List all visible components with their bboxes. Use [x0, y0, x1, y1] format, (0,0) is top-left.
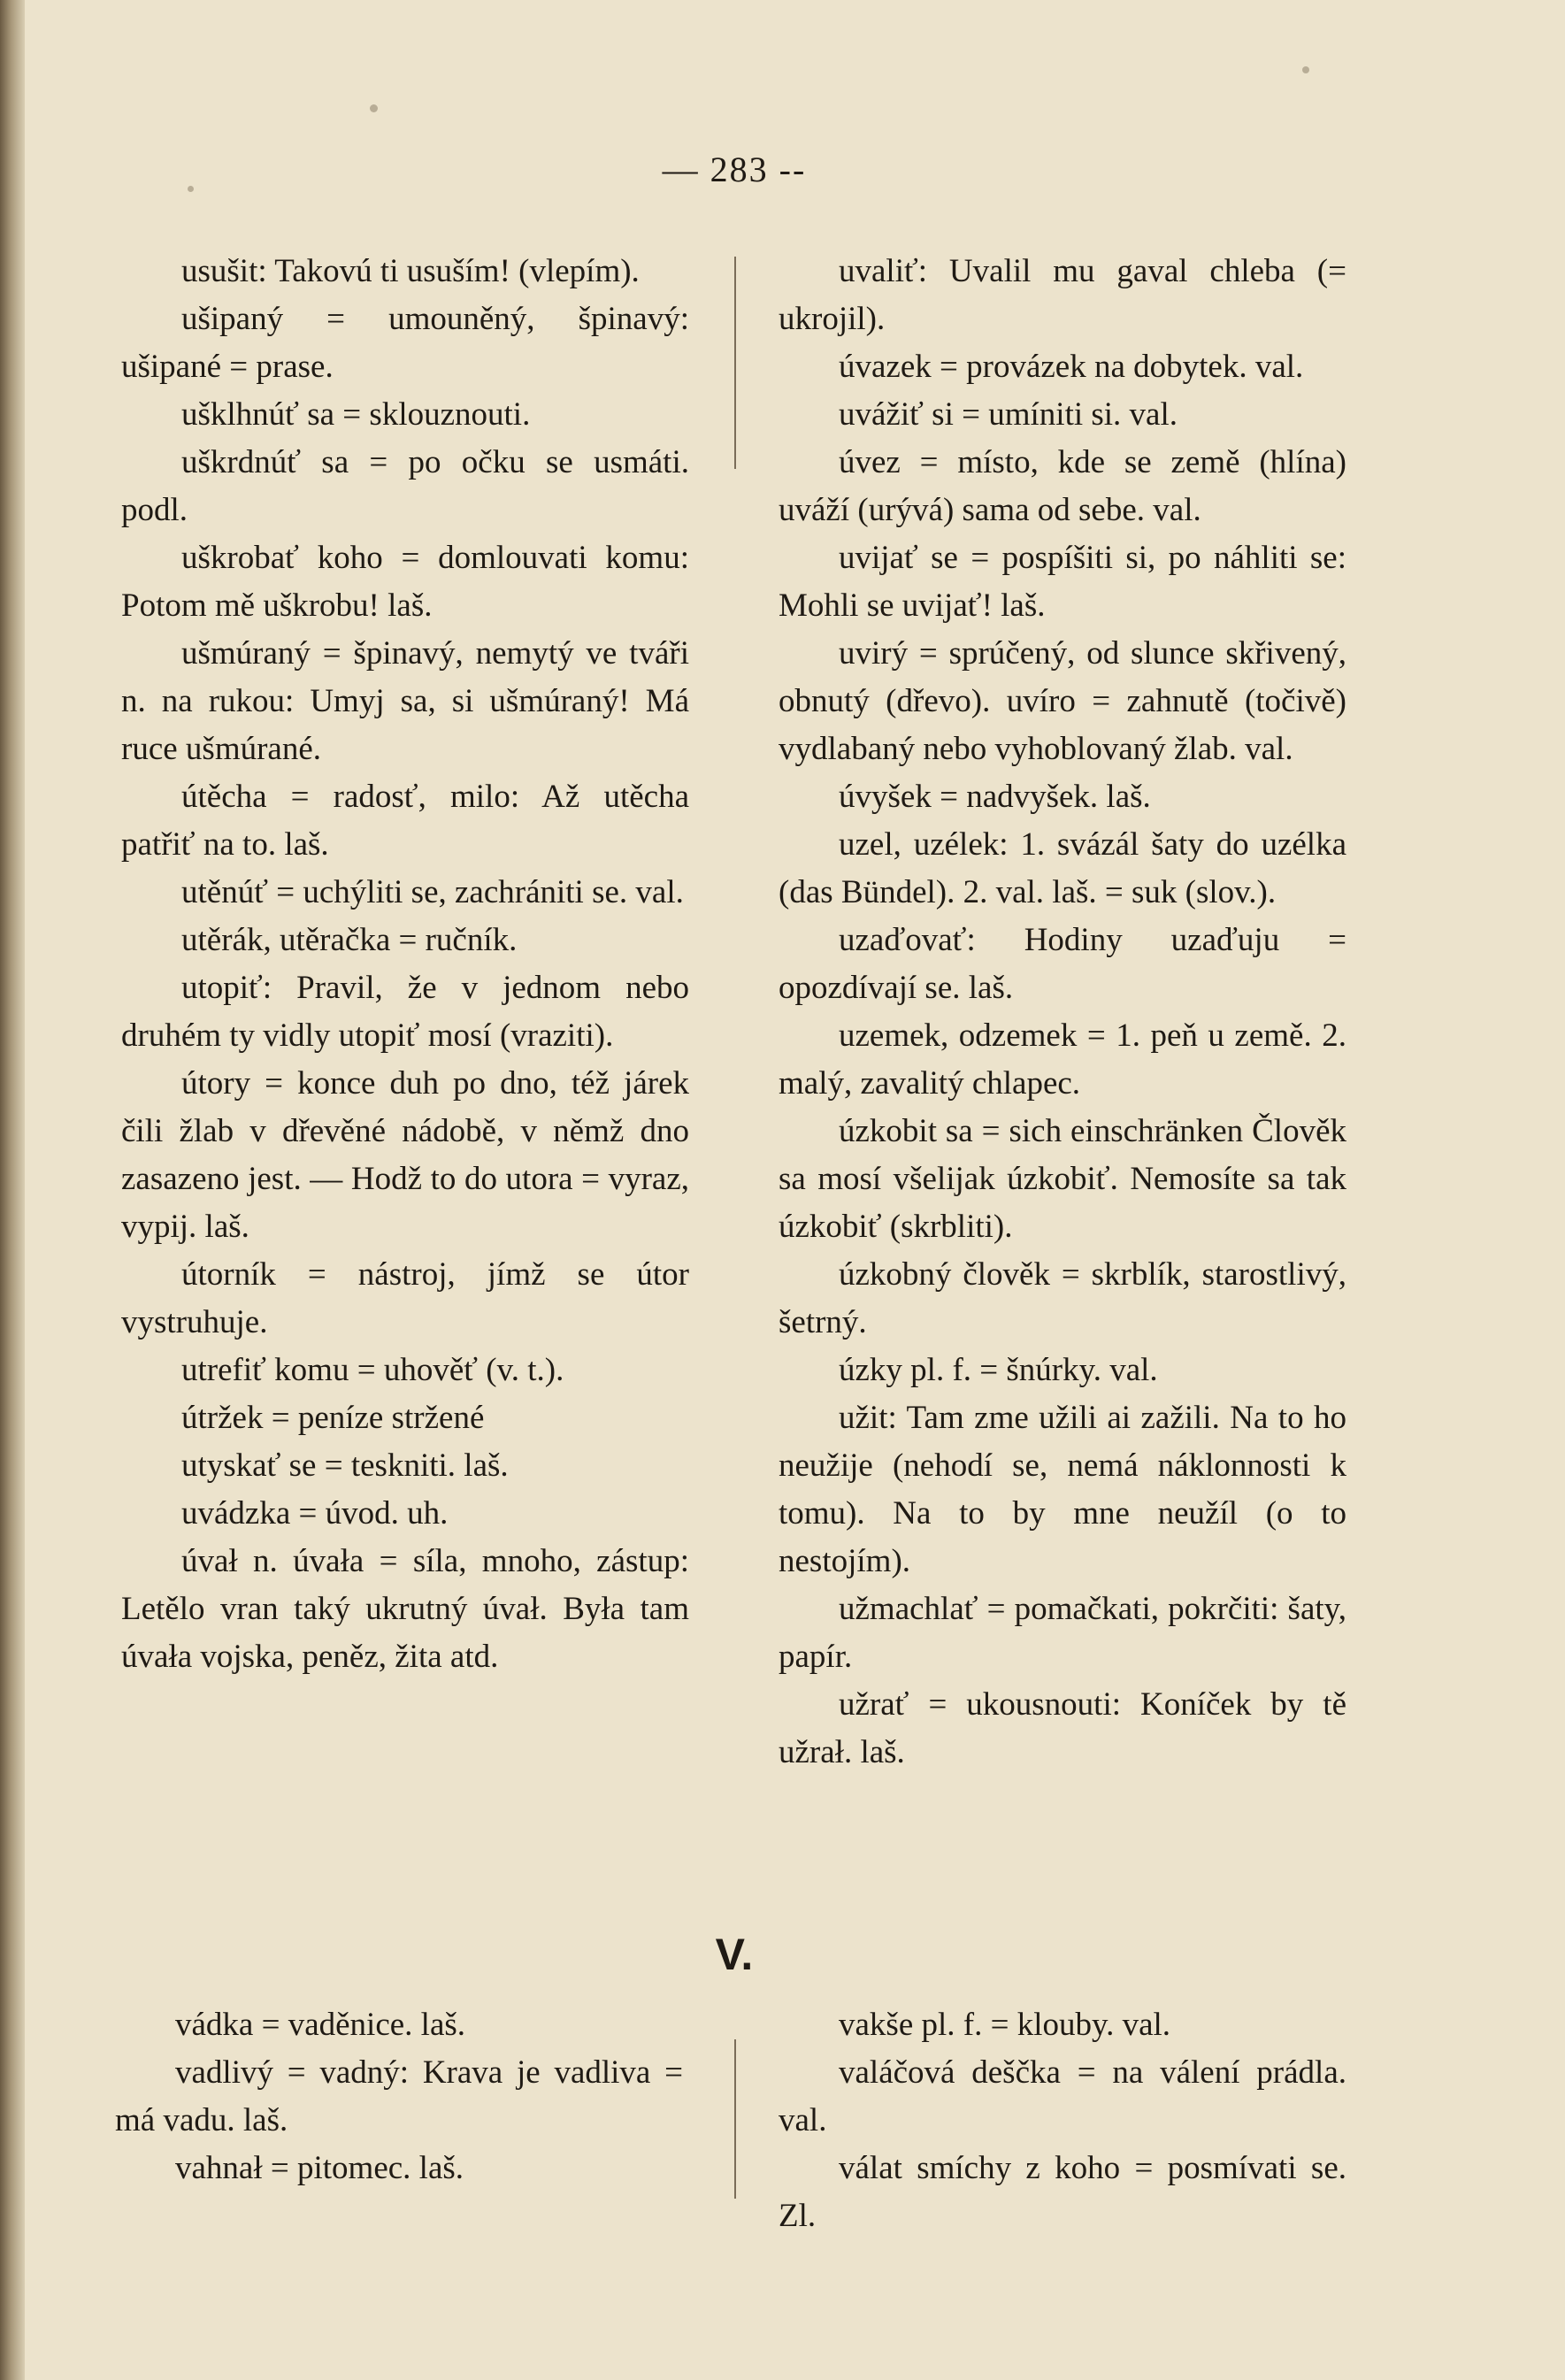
left-column-v-entries — [115, 2001, 683, 2192]
dictionary-entry: úvez = místo, kde se země (hlína) uváží (urývá) sama od sebe. val. — [779, 444, 1346, 528]
dictionary-entry: vadlivý = vadný: Krava je vadliva = má vadu. laš. — [115, 2054, 683, 2138]
column-divider — [734, 257, 736, 469]
dictionary-entry: uzel, uzélek: 1. svázál šaty do uzélka (das Bündel). 2. val. laš. = suk (slov.). — [779, 826, 1346, 910]
dictionary-entry: útržek = peníze stržené — [181, 1400, 485, 1436]
dictionary-entry: úvał n. úvała = síla, mnoho, zástup: Letělo vran taký ukrutný úvał. Była tam úvała vojska, peněz, žita atd. — [121, 1543, 689, 1675]
dictionary-entry: uzemek, odzemek = 1. peň u země. 2. malý, zavalitý chlapec. — [779, 1017, 1346, 1102]
dictionary-entry: uvaliť: Uvalil mu gaval chleba (= ukrojil). — [779, 253, 1346, 337]
dictionary-entry: uzaďovať: Hodiny uzaďuju = opozdívají se. laš. — [779, 922, 1346, 1006]
section-heading-v: V. — [715, 1930, 754, 1979]
dictionary-entry: úzkobný člověk = skrblík, starostlivý, šetrný. — [779, 1256, 1346, 1340]
dictionary-entry: válat smíchy z koho = posmívati se. Zl. — [779, 2150, 1346, 2234]
dictionary-entry: uškrobať koho = domlouvati komu: Potom mě uškrobu! laš. — [121, 540, 689, 624]
paper-speck — [188, 186, 194, 192]
dictionary-entry: ušklhnúť sa = sklouznouti. — [181, 396, 531, 433]
dictionary-entry: útorník = nástroj, jímž se útor vystruhuje. — [121, 1256, 689, 1340]
dictionary-entry: útěcha = radosť, milo: Až utěcha patřiť na to. laš. — [121, 779, 689, 863]
dictionary-entry: úzky pl. f. = šnúrky. val. — [839, 1352, 1158, 1388]
dictionary-entry: uvijať se = pospíšiti si, po náhliti se: Mohli se uvijať! laš. — [779, 540, 1346, 624]
dictionary-entry: úvyšek = nadvyšek. laš. — [839, 779, 1151, 815]
dictionary-entry: utrefiť komu = uhověť (v. t.). — [181, 1352, 564, 1388]
dictionary-entry: užrať = ukousnouti: Koníček by tě užrał. laš. — [779, 1686, 1346, 1770]
dictionary-entry: utopiť: Pravil, že v jednom nebo druhém ty vidly utopiť mosí (vraziti). — [121, 970, 689, 1054]
dictionary-entry: úzkobit sa = sich einschränken Člověk sa mosí všelijak úzkobiť. Nemosíte sa tak úzkobiť (skrbliti). — [779, 1113, 1346, 1245]
paper-speck — [370, 104, 378, 112]
dictionary-entry: ušmúraný = špinavý, nemytý ve tváři n. na rukou: Umyj sa, si ušmúraný! Má ruce ušmúrané. — [121, 635, 689, 767]
dictionary-entry: útory = konce duh po dno, též járek čili žlab v dřevěné nádobě, v němž dno zasazeno jest. — Hodž to do utora = vyraz, vypij. laš. — [121, 1065, 689, 1245]
column-divider — [734, 2039, 736, 2199]
dictionary-entry: utěnúť = uchýliti se, zachrániti se. val. — [181, 874, 684, 910]
dictionary-entry: úvazek = provázek na dobytek. val. — [839, 349, 1304, 385]
paper-speck — [1302, 66, 1309, 73]
dictionary-entry: usušit: Takovú ti usuším! (vlepím). — [181, 253, 640, 289]
dictionary-entry: užit: Tam zme užili ai zažili. Na to ho neužije (nehodí se, nemá náklonnosti k tomu). Na to by mne neužíl (o to nestojím). — [779, 1400, 1346, 1579]
right-column-u-entries — [779, 248, 1346, 1777]
page-number: — 283 -- — [662, 150, 807, 189]
dictionary-entry: uvážiť si = umíniti si. val. — [839, 396, 1178, 433]
left-column-u-entries — [121, 248, 689, 1681]
dictionary-entry: vakše pl. f. = klouby. val. — [839, 2007, 1171, 2043]
dictionary-entry: uvádzka = úvod. uh. — [181, 1495, 449, 1532]
dictionary-entry: vádka = vaděnice. laš. — [175, 2007, 466, 2043]
dictionary-entry: uvirý = sprúčený, od slunce skřivený, obnutý (dřevo). uvíro = zahnutě (točivě) vydlabaný nebo vyhoblovaný žlab. val. — [779, 635, 1346, 767]
dictionary-entry: utěrák, utěračka = ručník. — [181, 922, 518, 958]
dictionary-entry: vahnał = pitomec. laš. — [175, 2150, 464, 2186]
right-column-v-entries — [779, 2001, 1346, 2240]
dictionary-entry: uškrdnúť sa = po očku se usmáti. podl. — [121, 444, 689, 528]
dictionary-entry: utyskať se = teskniti. laš. — [181, 1447, 509, 1484]
dictionary-entry: valáčová deščka = na válení prádla. val. — [779, 2054, 1346, 2138]
dictionary-entry: užmachlať = pomačkati, pokrčiti: šaty, papír. — [779, 1591, 1346, 1675]
page-binding-edge — [0, 0, 25, 2380]
dictionary-entry: ušipaný = umouněný, špinavý: ušipané = prase. — [121, 301, 689, 385]
